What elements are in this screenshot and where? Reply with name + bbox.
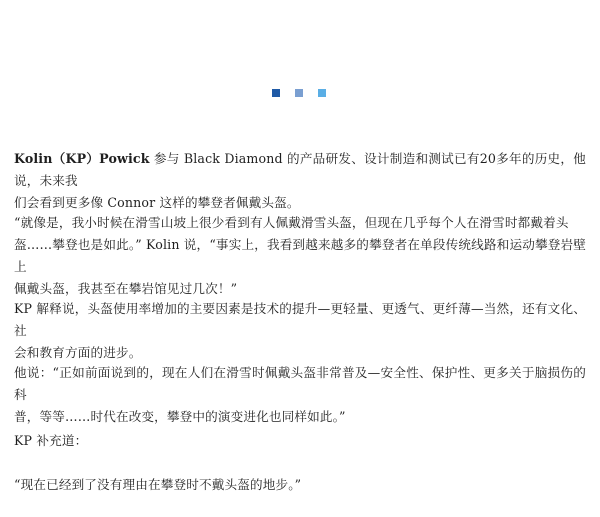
section-divider-dots [272,89,326,97]
paragraph-he-said: 他说：“正如前面说到的，现在人们在滑雪时佩戴头盔非常普及—安全性、保护性、更多关于脑损伤的科 普，等等……时代在改变，攀登中的演变进化也同样如此。” [14,365,586,424]
paragraph-text: 参与 Black Diamond 的产品研发、设计制造和测试已有20多年的历史，他说，未来我 们会看到更多像 Connor 这样的攀登者佩戴头盔。 [14,151,586,210]
paragraph-kolin-intro [14,148,586,214]
bold-lead-name: Kolin（KP）Powick [14,151,150,166]
paragraph-kp-explains: KP 解释说，头盔使用率增加的主要因素是技术的提升—更轻量、更透气、更纤薄—当然，还有文化、社 会和教育方面的进步。 [14,301,586,360]
paragraph-final-quote: “现在已经到了没有理由在攀登时不戴头盔的地步。” [14,477,302,492]
paragraph-kp-adds: KP 补充道： [14,433,88,448]
divider-dot [318,89,326,97]
paragraph-quote-skiing: “就像是，我小时候在滑雪山坡上很少看到有人佩戴滑雪头盔，但现在几乎每个人在滑雪时都戴着头 盔……攀登也是如此。” Kolin 说，“事实上，我看到越来越多的攀登者在单段传统线路和运动攀登岩壁上 佩戴头盔，我甚至在攀岩馆见过几次！” [14,215,586,296]
divider-dot [295,89,303,97]
divider-dot [272,89,280,97]
